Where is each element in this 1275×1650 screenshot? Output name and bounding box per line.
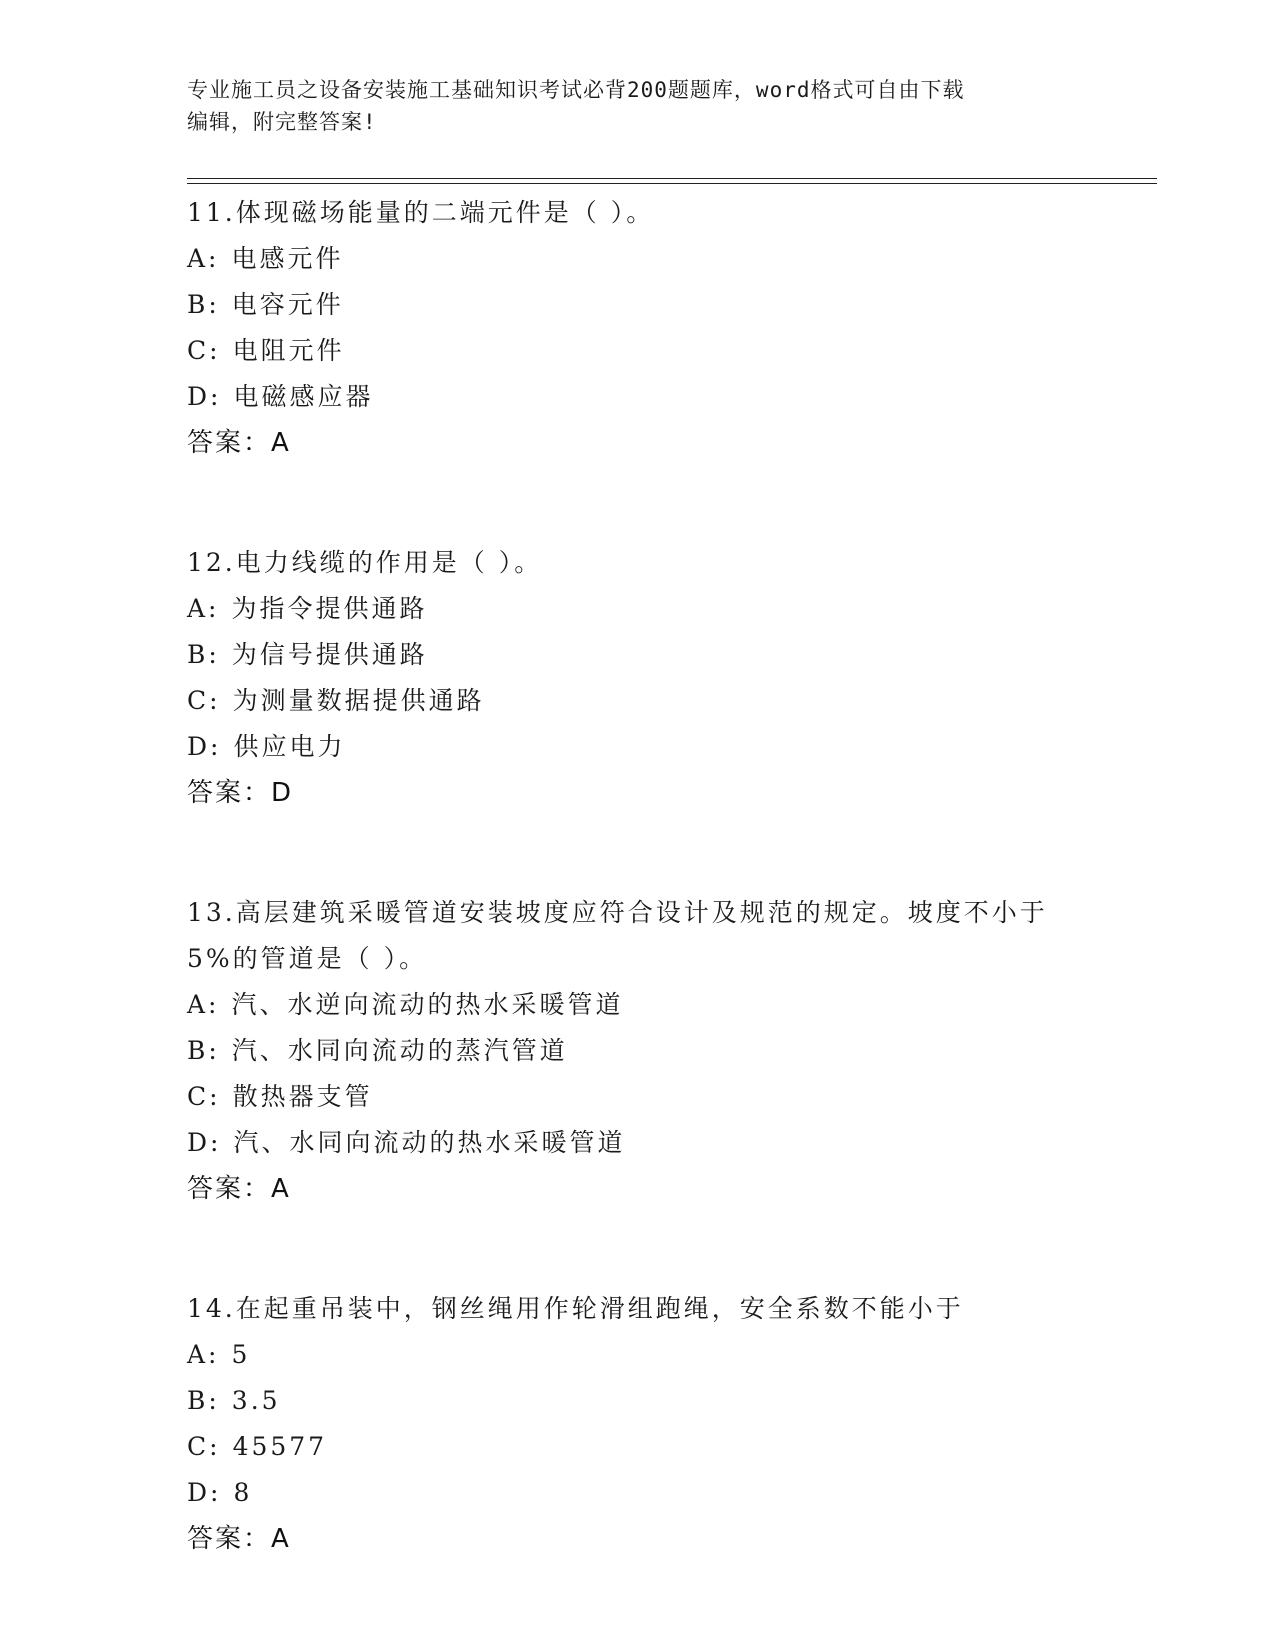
question-list [187,190,1147,1562]
question-stem: 5%的管道是（ ）。 [187,944,428,973]
question-block [187,1286,1147,1562]
question-stem: 13.高层建筑采暖管道安装坡度应符合设计及规范的规定。坡度不小于 [187,898,1048,927]
option-letter: B: [187,1386,220,1415]
option-letter: C: [187,1432,221,1461]
question-stem: 12.电力线缆的作用是（ ）。 [187,548,543,577]
answer-option [187,1378,1147,1424]
option-letter: B: [187,1036,220,1065]
answer-option [187,678,1147,724]
option-text: 为指令提供通路 [231,594,428,623]
option-letter: A: [187,244,220,273]
question-block [187,890,1147,1212]
option-text: 8 [233,1478,253,1507]
answer-option [187,586,1147,632]
answer-option [187,282,1147,328]
option-letter: D: [187,1128,222,1157]
answer-option [187,982,1147,1028]
question-spacer [187,466,1147,540]
header-divider-top [187,178,1157,179]
option-text: 3.5 [231,1386,281,1415]
option-text: 为信号提供通路 [231,640,428,669]
answer-key: 答案：D [187,778,294,808]
option-text: 电磁感应器 [233,382,374,411]
answer-option [187,1470,1147,1516]
header-line-2: 编辑，附完整答案! [187,110,377,134]
answer-option [187,328,1147,374]
answer-option [187,236,1147,282]
answer-option [187,1120,1147,1166]
question-spacer [187,1212,1147,1286]
option-letter: B: [187,640,220,669]
option-text: 电阻元件 [232,336,345,365]
question-stem: 14.在起重吊装中，钢丝绳用作轮滑组跑绳，安全系数不能小于 [187,1294,964,1323]
question-spacer [187,816,1147,890]
question-stem: 11.体现磁场能量的二端元件是（ ）。 [187,198,655,227]
document-header [187,74,1067,138]
option-text: 电容元件 [231,290,344,319]
option-text: 5 [231,1340,251,1369]
option-letter: C: [187,336,221,365]
option-letter: C: [187,686,221,715]
option-letter: C: [187,1082,221,1111]
option-text: 电感元件 [231,244,344,273]
answer-option [187,1424,1147,1470]
header-line-1: 专业施工员之设备安装施工基础知识考试必背200题题库，word格式可自由下载 [187,78,965,102]
answer-key: 答案：A [187,428,291,458]
option-letter: D: [187,732,222,761]
option-letter: D: [187,1478,222,1507]
answer-option [187,1332,1147,1378]
question-block [187,190,1147,466]
option-letter: B: [187,290,220,319]
option-letter: A: [187,594,220,623]
option-letter: A: [187,990,220,1019]
option-text: 散热器支管 [232,1082,373,1111]
answer-option [187,374,1147,420]
answer-option [187,1028,1147,1074]
option-letter: A: [187,1340,220,1369]
option-text: 汽、水同向流动的蒸汽管道 [231,1036,568,1065]
option-text: 供应电力 [233,732,346,761]
option-text: 汽、水同向流动的热水采暖管道 [233,1128,626,1157]
option-letter: D: [187,382,222,411]
option-text: 45577 [232,1432,328,1461]
answer-option [187,724,1147,770]
answer-key: 答案：A [187,1174,291,1204]
option-text: 汽、水逆向流动的热水采暖管道 [231,990,624,1019]
answer-key: 答案：A [187,1524,291,1554]
answer-option [187,632,1147,678]
answer-option [187,1074,1147,1120]
header-divider-bottom [187,183,1157,184]
option-text: 为测量数据提供通路 [232,686,485,715]
question-block [187,540,1147,816]
